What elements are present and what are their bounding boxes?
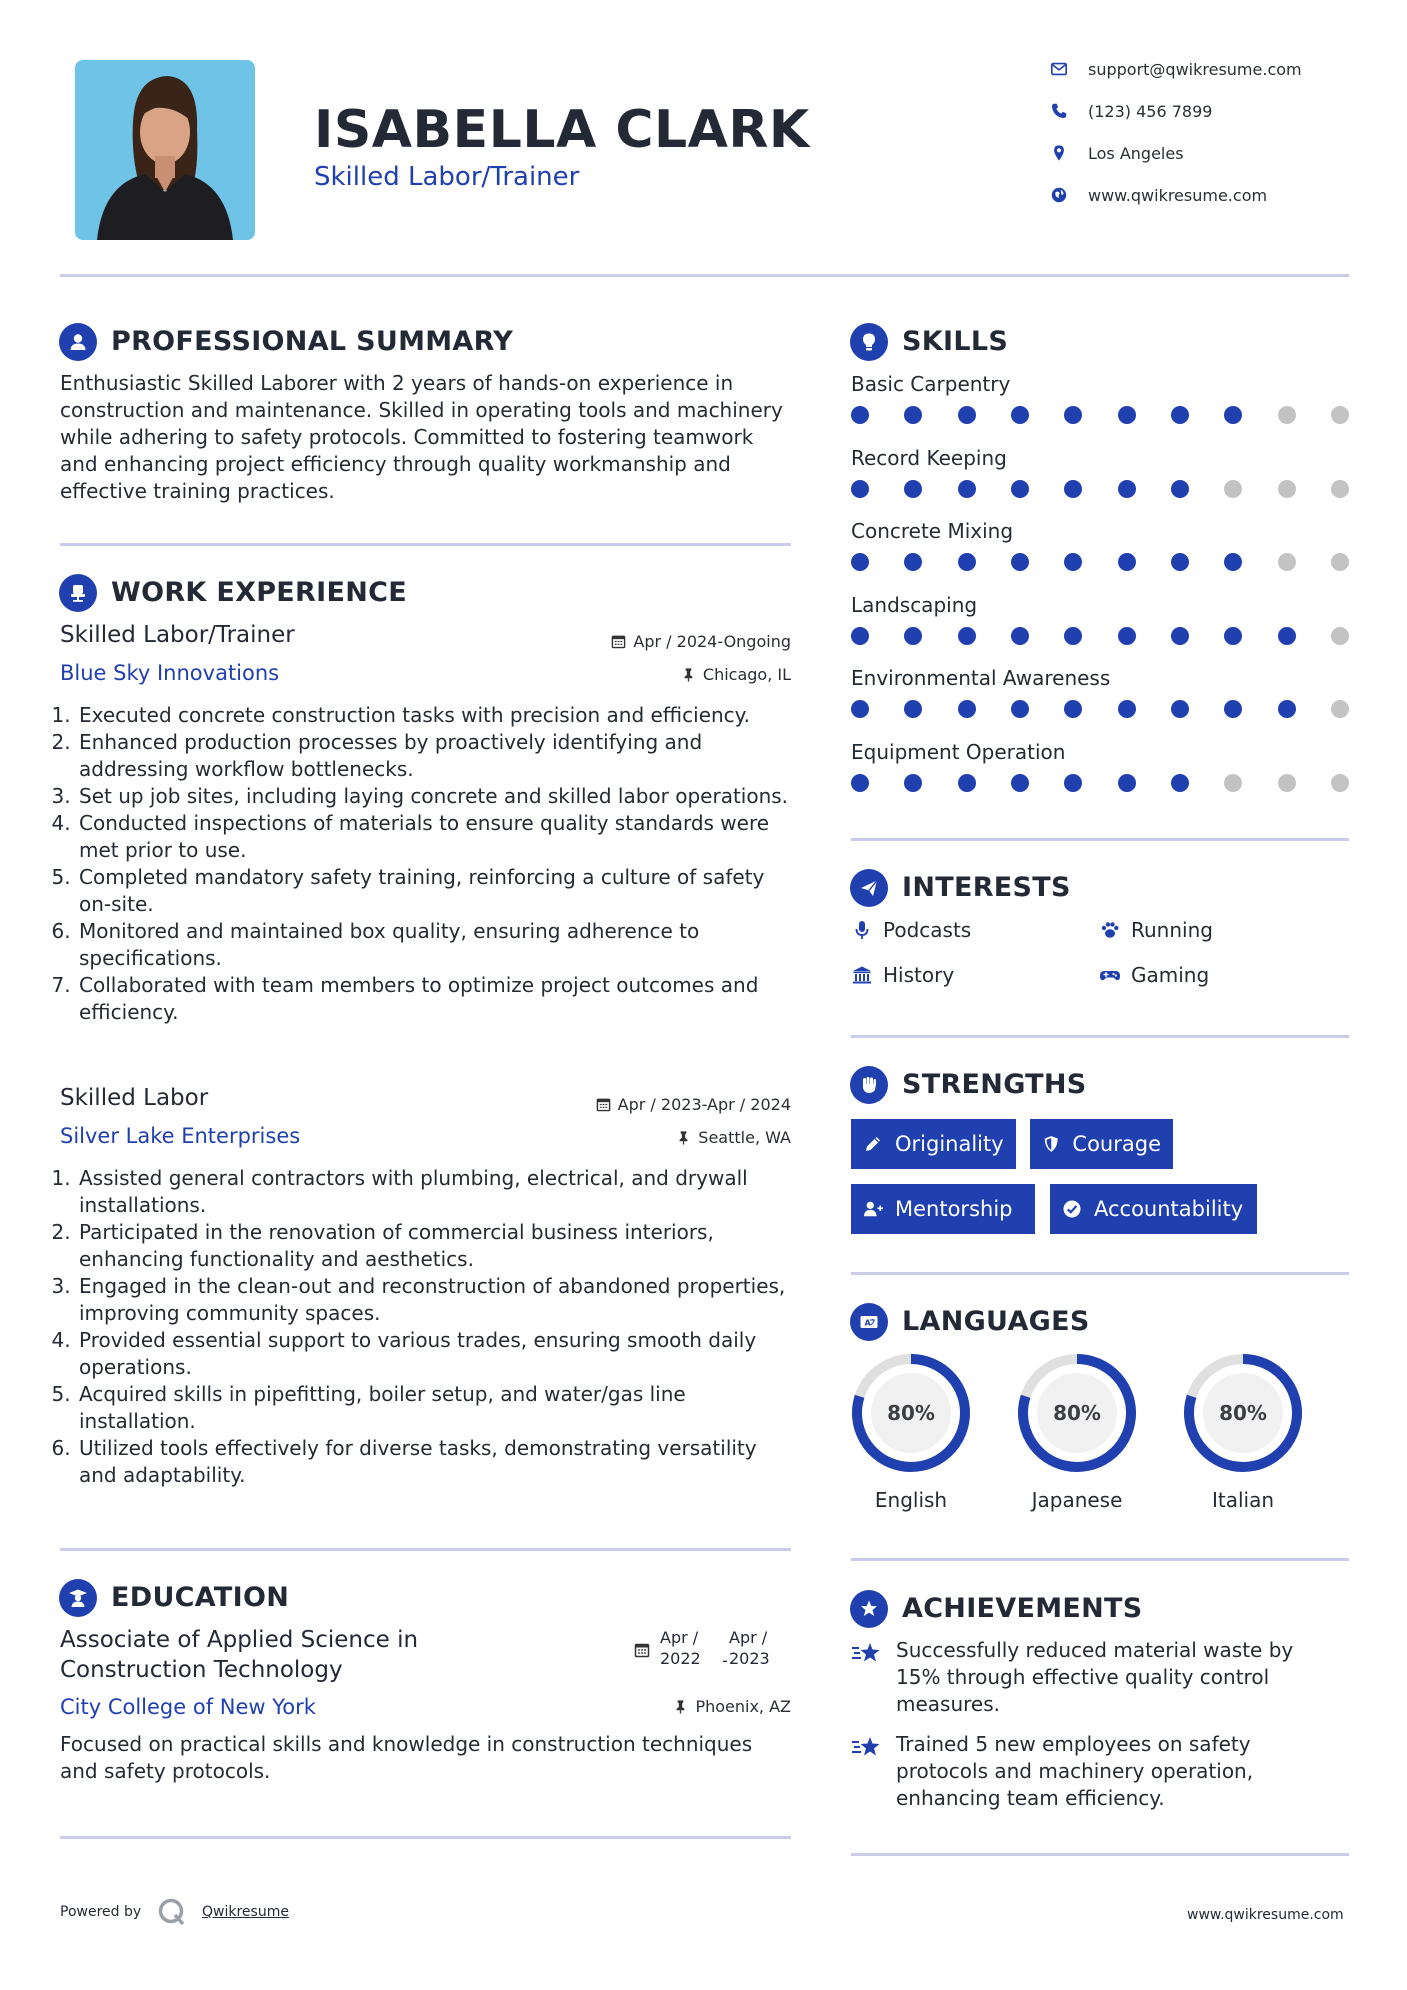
rating-dot-filled <box>904 774 922 792</box>
achievements-heading: ACHIEVEMENTS <box>902 1593 1143 1624</box>
strengths-divider <box>851 1272 1349 1275</box>
star-badge-icon <box>850 1590 888 1628</box>
education-heading: EDUCATION <box>111 1582 290 1613</box>
rating-dot-filled <box>851 700 869 718</box>
shield-icon <box>1042 1134 1060 1154</box>
microphone-icon <box>851 919 873 941</box>
list-item: 7. Collaborated with team members to optimize project outcomes and efficiency. <box>77 972 800 1026</box>
rating-dot-filled <box>1171 700 1189 718</box>
strength-badge <box>851 1119 1016 1169</box>
achievement-text: Trained 5 new employees on safety protocols and machinery operation, enhancing team efficiency. <box>896 1732 1254 1810</box>
calendar-icon <box>596 1097 611 1112</box>
rating-dot-filled <box>1171 627 1189 645</box>
paper-plane-icon <box>850 869 888 907</box>
rating-dot-empty <box>1331 700 1349 718</box>
rating-dot-filled <box>958 774 976 792</box>
language-ring <box>1023 1359 1131 1467</box>
rating-dot-filled <box>1118 627 1136 645</box>
rating-dot-filled <box>1064 480 1082 498</box>
header-divider <box>60 274 1349 277</box>
rating-dot-filled <box>1011 480 1029 498</box>
summary-heading: PROFESSIONAL SUMMARY <box>111 326 514 357</box>
job-location-text: Seattle, WA <box>698 1128 791 1147</box>
skill-rating <box>851 627 1349 645</box>
interest-item <box>851 918 971 942</box>
rating-dot-empty <box>1278 553 1296 571</box>
rating-dot-empty <box>1224 480 1242 498</box>
pushpin-icon <box>681 667 696 682</box>
list-item: 2. Participated in the renovation of commercial business interiors, enhancing functionality and aesthetics. <box>77 1219 800 1273</box>
rating-dot-filled <box>1224 553 1242 571</box>
summary-text: Enthusiastic Skilled Laborer with 2 years of hands-on experience in construction and maintenance. Skilled in operating tools and machinery while adhering to safety protocols. Committed to fostering teamwork and enhancing project efficiency through quality workmanship and effective training practices. <box>60 371 783 503</box>
list-item: 6. Monitored and maintained box quality, ensuring adherence to specifications. <box>77 918 800 972</box>
lightbulb-icon <box>850 323 888 361</box>
skill-label: Basic Carpentry <box>851 372 1011 396</box>
contact-location-text: Los Angeles <box>1088 143 1184 163</box>
language-rings <box>850 1352 1350 1480</box>
degree-line-1: Associate of Applied Science in <box>60 1627 419 1653</box>
contact-website-text: www.qwikresume.com <box>1088 185 1268 205</box>
interest-label: Running <box>1131 918 1213 942</box>
skills-divider <box>851 838 1349 841</box>
rating-dot-filled <box>851 480 869 498</box>
skill-label: Environmental Awareness <box>851 666 1111 690</box>
rating-dot-filled <box>851 774 869 792</box>
edu-location-text: Phoenix, AZ <box>695 1697 791 1716</box>
rating-dot-empty <box>1331 406 1349 424</box>
job-location-text: Chicago, IL <box>702 665 791 684</box>
qwikresume-link[interactable]: Qwikresume <box>202 1904 289 1920</box>
job-dates-text: Apr / 2023-Apr / 2024 <box>617 1095 791 1114</box>
rating-dot-filled <box>1118 553 1136 571</box>
skill-row <box>851 740 1349 814</box>
achievement-item <box>851 1637 1341 1718</box>
edu-date-separator: - <box>722 1651 728 1670</box>
rating-dot-filled <box>1064 700 1082 718</box>
language-label: English <box>874 1488 948 1512</box>
rating-dot-filled <box>1064 553 1082 571</box>
rating-dot-filled <box>958 406 976 424</box>
rating-dot-empty <box>1331 774 1349 792</box>
rating-dot-empty <box>1278 774 1296 792</box>
list-item: 4. Conducted inspections of materials to ensure quality standards were met prior to use. <box>77 810 800 864</box>
museum-icon <box>851 964 873 986</box>
job-title: Skilled Labor <box>60 1085 209 1111</box>
list-item: 6. Utilized tools effectively for diverse tasks, demonstrating versatility and adaptability. <box>77 1435 800 1489</box>
interests-heading: INTERESTS <box>902 872 1071 903</box>
strength-label: Mentorship <box>895 1197 1013 1221</box>
candidate-title: Skilled Labor/Trainer <box>314 162 580 192</box>
job-dates <box>500 632 791 651</box>
company-name: Blue Sky Innovations <box>60 661 280 685</box>
svg-text:A: A <box>864 1318 871 1328</box>
skill-row <box>851 372 1349 446</box>
qwikresume-logo-icon <box>157 1897 187 1927</box>
interest-label: History <box>883 963 955 987</box>
rating-dot-filled <box>1171 406 1189 424</box>
rating-dot-filled <box>904 480 922 498</box>
edu-start-line-2: 2022 <box>660 1649 701 1668</box>
rating-dot-filled <box>1118 774 1136 792</box>
job-location <box>500 665 791 684</box>
skill-rating <box>851 553 1349 571</box>
job-title: Skilled Labor/Trainer <box>60 622 295 648</box>
contact-website[interactable] <box>1050 183 1267 207</box>
candidate-name: ISABELLA CLARK <box>314 100 810 160</box>
strength-label: Courage <box>1072 1132 1161 1156</box>
job-location <box>500 1128 791 1147</box>
rating-dot-empty <box>1331 480 1349 498</box>
interest-label: Gaming <box>1131 963 1210 987</box>
strength-label: Originality <box>895 1132 1004 1156</box>
job-dates-text: Apr / 2024-Ongoing <box>633 632 791 651</box>
edu-end-line-1: Apr / <box>729 1628 768 1647</box>
strengths-heading: STRENGTHS <box>902 1069 1087 1100</box>
interest-item <box>1099 918 1213 942</box>
contact-phone-text: (123) 456 7899 <box>1088 101 1213 121</box>
map-pin-icon <box>1050 144 1068 162</box>
rating-dot-filled <box>1064 627 1082 645</box>
skills-heading: SKILLS <box>902 326 1009 357</box>
experience-heading: WORK EXPERIENCE <box>111 577 407 608</box>
language-ring <box>857 1359 965 1467</box>
rating-dot-filled <box>1011 774 1029 792</box>
envelope-icon <box>1050 60 1068 78</box>
ring-value: 80% <box>1219 1401 1267 1425</box>
rating-dot-filled <box>1278 700 1296 718</box>
strength-badge <box>1050 1184 1257 1234</box>
ring-value: 80% <box>1053 1401 1101 1425</box>
skill-rating <box>851 700 1349 718</box>
contact-phone[interactable] <box>1050 99 1212 123</box>
job-bullets <box>55 1165 800 1489</box>
strength-badge <box>851 1184 1035 1234</box>
rating-dot-filled <box>1278 627 1296 645</box>
skills-list <box>851 372 1349 813</box>
rating-dot-empty <box>1331 627 1349 645</box>
strength-badge <box>1030 1119 1173 1169</box>
list-item: 4. Provided essential support to various trades, ensuring smooth daily operations. <box>77 1327 800 1381</box>
interests-divider <box>851 1035 1349 1038</box>
list-item: 1. Assisted general contractors with plumbing, electrical, and drywall installations. <box>77 1165 800 1219</box>
rating-dot-filled <box>1011 627 1029 645</box>
pencil-icon <box>863 1134 883 1154</box>
shooting-star-icon <box>851 1640 883 1666</box>
rating-dot-filled <box>958 480 976 498</box>
achievement-item <box>851 1731 1341 1812</box>
language-ring <box>1189 1359 1297 1467</box>
strength-label: Accountability <box>1094 1197 1244 1221</box>
rating-dot-filled <box>851 627 869 645</box>
rating-dot-filled <box>958 553 976 571</box>
ring-value: 80% <box>887 1401 935 1425</box>
interest-label: Podcasts <box>883 918 972 942</box>
degree-line-2: Construction Technology <box>60 1657 343 1683</box>
rating-dot-filled <box>1118 700 1136 718</box>
education-divider <box>60 1836 791 1839</box>
pushpin-icon <box>673 1699 688 1714</box>
contact-location <box>1050 141 1184 165</box>
skill-label: Equipment Operation <box>851 739 1066 764</box>
rating-dot-empty <box>1278 406 1296 424</box>
language-label: Japanese <box>1031 1488 1123 1512</box>
rating-dot-filled <box>1118 480 1136 498</box>
phone-icon <box>1050 102 1068 120</box>
achievements-divider <box>851 1853 1349 1856</box>
job-bullets <box>55 702 800 1026</box>
skill-row <box>851 666 1349 740</box>
calendar-icon <box>634 1642 651 1659</box>
powered-by-text: Powered by <box>60 1904 142 1920</box>
skill-row <box>851 593 1349 667</box>
experience-divider <box>60 1548 791 1551</box>
rating-dot-filled <box>958 627 976 645</box>
rating-dot-filled <box>904 406 922 424</box>
rating-dot-filled <box>1118 406 1136 424</box>
rating-dot-filled <box>1224 627 1242 645</box>
check-circle-icon <box>1062 1199 1082 1219</box>
skill-label: Landscaping <box>851 592 978 617</box>
language-label: Italian <box>1211 1488 1275 1512</box>
list-item: 5. Acquired skills in pipefitting, boiler setup, and water/gas line installation. <box>77 1381 800 1435</box>
globe-icon <box>1050 186 1068 204</box>
language-icon <box>850 1303 888 1341</box>
achievement-text: Successfully reduced material waste by 15% through effective quality control measures. <box>896 1638 1294 1716</box>
skill-rating <box>851 406 1349 424</box>
job-dates <box>500 1095 791 1114</box>
rating-dot-filled <box>1224 700 1242 718</box>
paw-icon <box>1099 919 1121 941</box>
chair-icon <box>59 574 97 612</box>
rating-dot-filled <box>1011 553 1029 571</box>
fist-icon <box>850 1066 888 1104</box>
skill-label: Record Keeping <box>851 445 1007 470</box>
list-item: 3. Engaged in the clean-out and reconstruction of abandoned properties, improving community spaces. <box>77 1273 800 1327</box>
summary-divider <box>60 543 791 546</box>
rating-dot-empty <box>1224 774 1242 792</box>
footer-website-link[interactable]: www.qwikresume.com <box>1187 1907 1344 1923</box>
skill-row <box>851 519 1349 593</box>
pushpin-icon <box>676 1130 691 1145</box>
rating-dot-filled <box>1011 406 1029 424</box>
graduate-icon <box>59 1579 97 1617</box>
rating-dot-filled <box>1224 406 1242 424</box>
list-item: 3. Set up job sites, including laying concrete and skilled labor operations. <box>77 783 800 810</box>
contact-email-text: support@qwikresume.com <box>1088 59 1302 79</box>
languages-heading: LANGUAGES <box>902 1306 1090 1337</box>
profile-photo <box>75 60 255 240</box>
rating-dot-empty <box>1278 480 1296 498</box>
rating-dot-empty <box>1331 553 1349 571</box>
skill-rating <box>851 480 1349 498</box>
rating-dot-filled <box>1171 774 1189 792</box>
interest-item <box>1099 963 1209 987</box>
list-item: 5. Completed mandatory safety training, reinforcing a culture of safety on-site. <box>77 864 800 918</box>
rating-dot-filled <box>851 406 869 424</box>
rating-dot-filled <box>958 700 976 718</box>
education-text: Focused on practical skills and knowledge in construction techniques and safety protocols. <box>60 1732 753 1783</box>
company-name: Silver Lake Enterprises <box>60 1124 301 1148</box>
school-name: City College of New York <box>60 1695 316 1719</box>
interest-item <box>851 963 954 987</box>
user-plus-icon <box>863 1199 883 1219</box>
list-item: 1. Executed concrete construction tasks with precision and efficiency. <box>77 702 800 729</box>
edu-start-line-1: Apr / <box>660 1628 699 1647</box>
edu-location <box>500 1697 791 1716</box>
rating-dot-filled <box>1171 480 1189 498</box>
rating-dot-filled <box>1171 553 1189 571</box>
languages-divider <box>851 1558 1349 1561</box>
rating-dot-filled <box>1011 700 1029 718</box>
rating-dot-filled <box>851 553 869 571</box>
contact-email[interactable] <box>1050 57 1302 81</box>
shooting-star-icon <box>851 1734 883 1760</box>
rating-dot-filled <box>904 627 922 645</box>
gamepad-icon <box>1099 964 1121 986</box>
rating-dot-filled <box>1064 406 1082 424</box>
list-item: 2. Enhanced production processes by proactively identifying and addressing workflow bottlenecks. <box>77 729 800 783</box>
edu-end-line-2: 2023 <box>729 1649 770 1668</box>
rating-dot-filled <box>904 553 922 571</box>
calendar-icon <box>611 634 626 649</box>
skill-row <box>851 446 1349 520</box>
user-icon <box>59 323 97 361</box>
rating-dot-filled <box>904 700 922 718</box>
skill-rating <box>851 774 1349 792</box>
rating-dot-filled <box>1064 774 1082 792</box>
skill-label: Concrete Mixing <box>851 519 1014 543</box>
